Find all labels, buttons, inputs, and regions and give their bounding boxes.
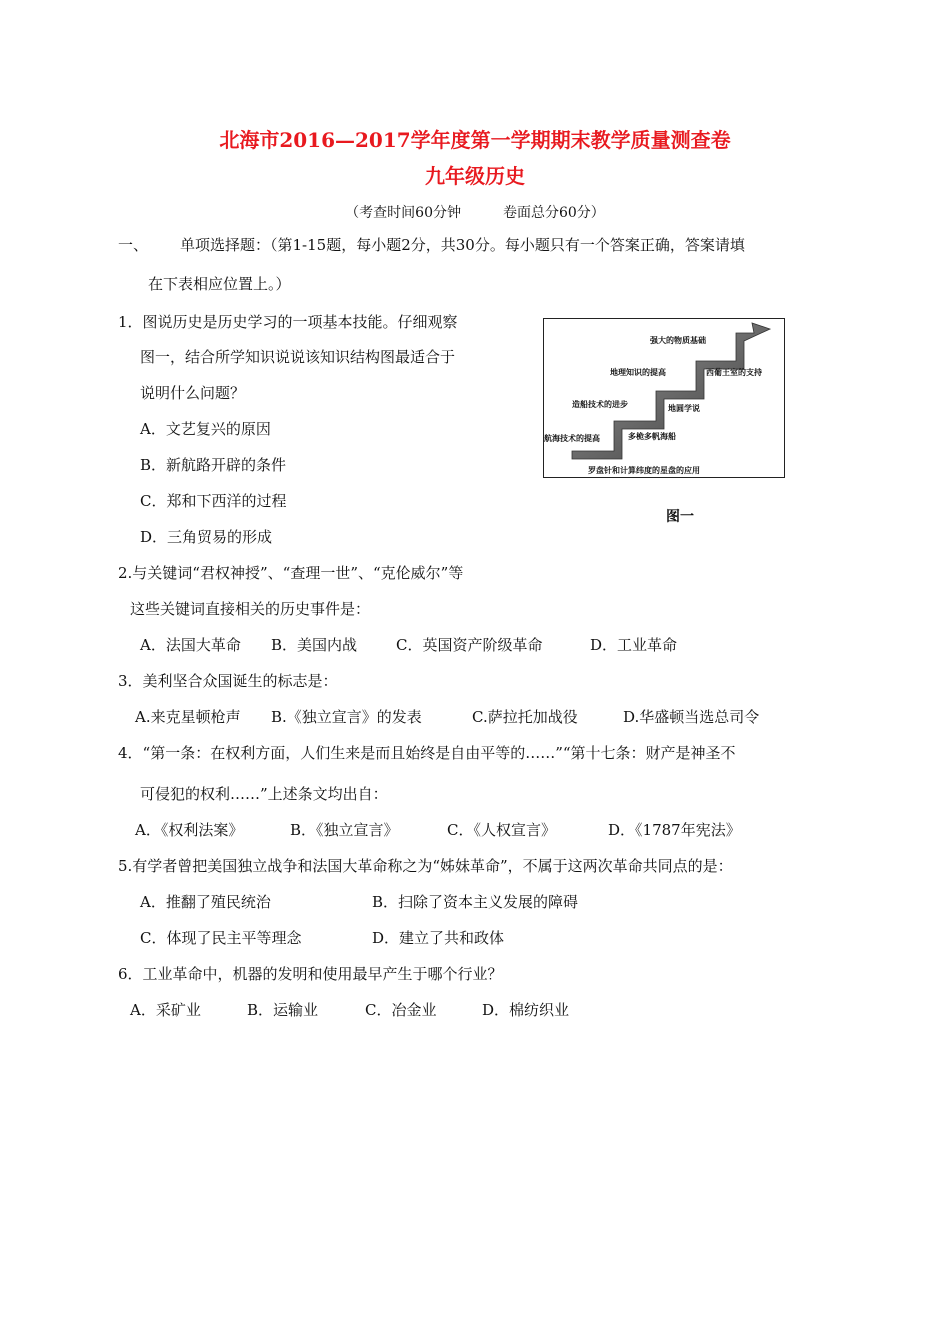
q1-option-c: C．郑和下西洋的过程 <box>140 492 287 510</box>
step-label-6: 地理知识的提高 <box>610 368 666 377</box>
q2-line1: 2.与关键词“君权神授”、“查理一世”、“克伦威尔”等 <box>118 564 464 582</box>
q1-option-d: D．三角贸易的形成 <box>140 528 273 546</box>
section-instruction: 单项选择题：（第1-15题，每小题2分，共30分。每小题只有一个答案正确，答案请填 <box>180 236 745 254</box>
page-subtitle: 九年级历史 <box>425 164 525 188</box>
q1-line2: 图一，结合所学知识说说该知识结构图最适合于 <box>140 348 456 366</box>
q4-option-c: C．《人权宣言》 <box>447 821 556 839</box>
q3-option-b: B.《独立宣言》的发表 <box>271 708 422 726</box>
exam-info: （考查时间60分钟 卷面总分60分） <box>345 205 605 221</box>
q1-line3: 说明什么问题？ <box>140 384 246 402</box>
step-label-7: 西葡王室的支持 <box>706 368 762 377</box>
q5-option-c: C．体现了民主平等理念 <box>140 929 302 947</box>
q4-option-b: B．《独立宣言》 <box>290 821 399 839</box>
q4-option-d: D．《1787年宪法》 <box>608 821 741 839</box>
q1-option-b: B．新航路开辟的条件 <box>140 456 287 474</box>
q6-option-d: D．棉纺织业 <box>482 1001 570 1019</box>
q5-option-b: B．扫除了资本主义发展的障碍 <box>372 893 579 911</box>
figure-caption: 图一 <box>666 509 694 525</box>
page-title: 北海市2016—2017学年度第一学期期末教学质量测查卷 <box>219 128 731 152</box>
q2-option-b: B．美国内战 <box>271 636 358 654</box>
q4-line2: 可侵犯的权利……”上述条文均出自： <box>140 785 388 803</box>
q2-option-c: C．英国资产阶级革命 <box>396 636 543 654</box>
q2-line2: 这些关键词直接相关的历史事件是： <box>130 600 371 618</box>
q6-option-a: A．采矿业 <box>130 1001 201 1019</box>
q5-option-d: D．建立了共和政体 <box>372 929 505 947</box>
step-label-8: 强大的物质基础 <box>650 336 706 345</box>
q3-option-a: A.来克星顿枪声 <box>135 708 241 726</box>
q3-line1: 3．美利坚合众国诞生的标志是： <box>118 672 338 690</box>
q3-option-c: C.萨拉托加战役 <box>472 708 578 726</box>
q1-option-a: A．文艺复兴的原因 <box>140 420 271 438</box>
figure-staircase-diagram <box>543 318 785 478</box>
section-instruction-cont: 在下表相应位置上。） <box>148 275 291 293</box>
step-label-1: 罗盘针和计算纬度的星盘的应用 <box>588 466 700 475</box>
q4-option-a: A．《权利法案》 <box>135 821 244 839</box>
q3-option-d: D.华盛顿当选总司令 <box>623 708 760 726</box>
q1-line1: 1．图说历史是历史学习的一项基本技能。仔细观察 <box>118 313 458 331</box>
q6-option-c: C．冶金业 <box>365 1001 437 1019</box>
step-label-2: 航海技术的提高 <box>544 434 600 443</box>
q6-line1: 6．工业革命中，机器的发明和使用最早产生于哪个行业？ <box>118 965 503 983</box>
q4-line1: 4．“第一条：在权利方面，人们生来是而且始终是自由平等的……”“第十七条：财产是神圣不 <box>118 744 736 762</box>
q2-option-d: D．工业革命 <box>590 636 678 654</box>
q6-option-b: B．运输业 <box>247 1001 319 1019</box>
step-label-3: 多桅多帆海船 <box>628 432 676 441</box>
section-number: 一、 <box>118 236 149 254</box>
step-label-5: 地圆学说 <box>668 404 700 413</box>
q5-option-a: A．推翻了殖民统治 <box>140 893 271 911</box>
q5-line1: 5.有学者曾把美国独立战争和法国大革命称之为“姊妹革命”，不属于这两次革命共同点的是： <box>118 857 733 875</box>
step-label-4: 造船技术的进步 <box>572 400 628 409</box>
q2-option-a: A．法国大革命 <box>140 636 241 654</box>
